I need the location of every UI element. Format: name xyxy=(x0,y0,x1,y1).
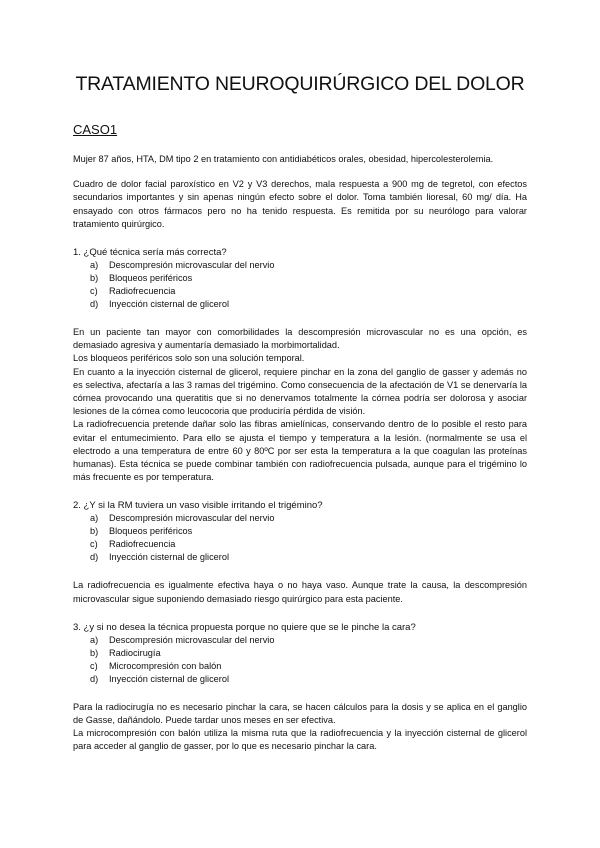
option-text: Radiofrecuencia xyxy=(109,539,176,550)
option-item xyxy=(90,538,527,551)
option-letter: b) xyxy=(90,273,99,284)
intro-paragraph: Cuadro de dolor facial paroxístico en V2 y V3 derechos, mala respuesta a 900 mg de tegretol, con efectos secundarios importantes y sin apenas ningún efecto sobre el dolor. Toma también lioresal, 60 mg/ día. Ha ensayado con otros fármacos pero no ha tenido respuesta. Es remitida por su neurólogo para valorar tratamiento quirúrgico. xyxy=(73,179,527,229)
option-letter: c) xyxy=(90,286,98,297)
option-item xyxy=(90,673,527,686)
case-label: CASO1 xyxy=(73,122,118,137)
option-text: Bloqueos periféricos xyxy=(109,273,193,284)
answer-paragraph: La microcompresión con balón utiliza la misma ruta que la radiofrecuencia y la inyección cisternal de glicerol para acceder al ganglio de gasser, por lo que es necesario pinchar la cara. xyxy=(73,728,527,752)
option-text: Microcompresión con balón xyxy=(109,660,222,671)
option-text: Inyección cisternal de glicerol xyxy=(109,299,230,310)
option-letter: d) xyxy=(90,552,99,563)
option-text: Descompresión microvascular del nervio xyxy=(109,513,275,524)
option-letter: c) xyxy=(90,539,98,550)
option-letter: a) xyxy=(90,634,99,645)
option-item xyxy=(90,285,527,298)
option-letter: b) xyxy=(90,647,99,658)
answer-paragraph: En un paciente tan mayor con comorbilidades la descompresión microvascular no es una opción, es demasiado agresiva y aumentaría demasiado la morbimortalidad. xyxy=(73,327,527,351)
answer-paragraph: Los bloqueos periféricos solo son una solución temporal. xyxy=(73,353,305,364)
question-1: 1. ¿Qué técnica sería más correcta? xyxy=(73,247,227,259)
option-item xyxy=(90,660,527,673)
option-item xyxy=(90,298,527,311)
option-text: Inyección cisternal de glicerol xyxy=(109,552,230,563)
option-text: Inyección cisternal de glicerol xyxy=(109,673,230,684)
option-letter: d) xyxy=(90,673,99,684)
answer-paragraph: Para la radiocirugía no es necesario pinchar la cara, se hacen cálculos para la dosis y se aplica en el ganglio de Gasse, dañándolo. Puede tardar unos meses en ser efectiva. xyxy=(73,701,527,726)
question-2-options xyxy=(73,512,527,564)
question-3: 3. ¿y si no desea la técnica propuesta porque no quiere que se le pinche la cara? xyxy=(73,621,416,633)
option-item xyxy=(90,551,527,564)
option-text: Descompresión microvascular del nervio xyxy=(109,260,275,271)
question-1-options xyxy=(73,259,527,311)
option-letter: a) xyxy=(90,513,99,524)
answer-paragraph: En cuanto a la inyección cisternal de glicerol, requiere pinchar en la zona del ganglio de gasser y además no es selectiva, afectaría a las 3 ramas del trigémino. Como consecuencia de la afectación de V1 se denervaría la córnea provocando una queratitis que si no denervamos totalmente la córnea podría ser dolorosa y asociar lesiones de la córnea como leucocoria que produciría pérdida de visión. xyxy=(73,366,527,417)
option-item xyxy=(90,525,527,538)
option-text: Bloqueos periféricos xyxy=(109,526,193,537)
option-text: Radiofrecuencia xyxy=(109,286,176,297)
option-letter: a) xyxy=(90,260,99,271)
option-item xyxy=(90,647,527,660)
document-title: TRATAMIENTO NEUROQUIRÚRGICO DEL DOLOR xyxy=(75,73,525,95)
option-letter: c) xyxy=(90,660,98,671)
option-item xyxy=(90,512,527,525)
question-3-options xyxy=(73,634,527,686)
question-2: 2. ¿Y si la RM tuviera un vaso visible irritando el trigémino? xyxy=(73,500,323,512)
option-item xyxy=(90,259,527,272)
option-text: Descompresión microvascular del nervio xyxy=(109,634,275,645)
option-letter: b) xyxy=(90,526,99,537)
option-text: Radiocirugía xyxy=(109,647,161,658)
answer-paragraph: La radiofrecuencia es igualmente efectiva haya o no haya vaso. Aunque trate la causa, la descompresión microvascular sigue suponiendo demasiado riesgo quirúrgico para esta paciente. xyxy=(73,580,527,604)
option-item xyxy=(90,634,527,647)
option-item xyxy=(90,272,527,285)
intro-paragraph: Mujer 87 años, HTA, DM tipo 2 en tratamiento con antidiabéticos orales, obesidad, hipercolesterolemia. xyxy=(73,154,494,164)
option-letter: d) xyxy=(90,299,99,310)
answer-paragraph: La radiofrecuencia pretende dañar solo las fibras amielínicas, conservando dentro de lo posible el resto para evitar el entumecimiento. Para ello se ajusta el tiempo y temperatura a la lesión. (normalmente se usa el electrodo a una temperatura de entre 60 y 80ºC por ser esta la temperatura a la que coagulan las proteínas humanas). Esta técnica se puede combinar también con radiofrecuencia pulsada, aunque para el trigémino lo más frecuente es por temperatura. xyxy=(73,419,527,483)
